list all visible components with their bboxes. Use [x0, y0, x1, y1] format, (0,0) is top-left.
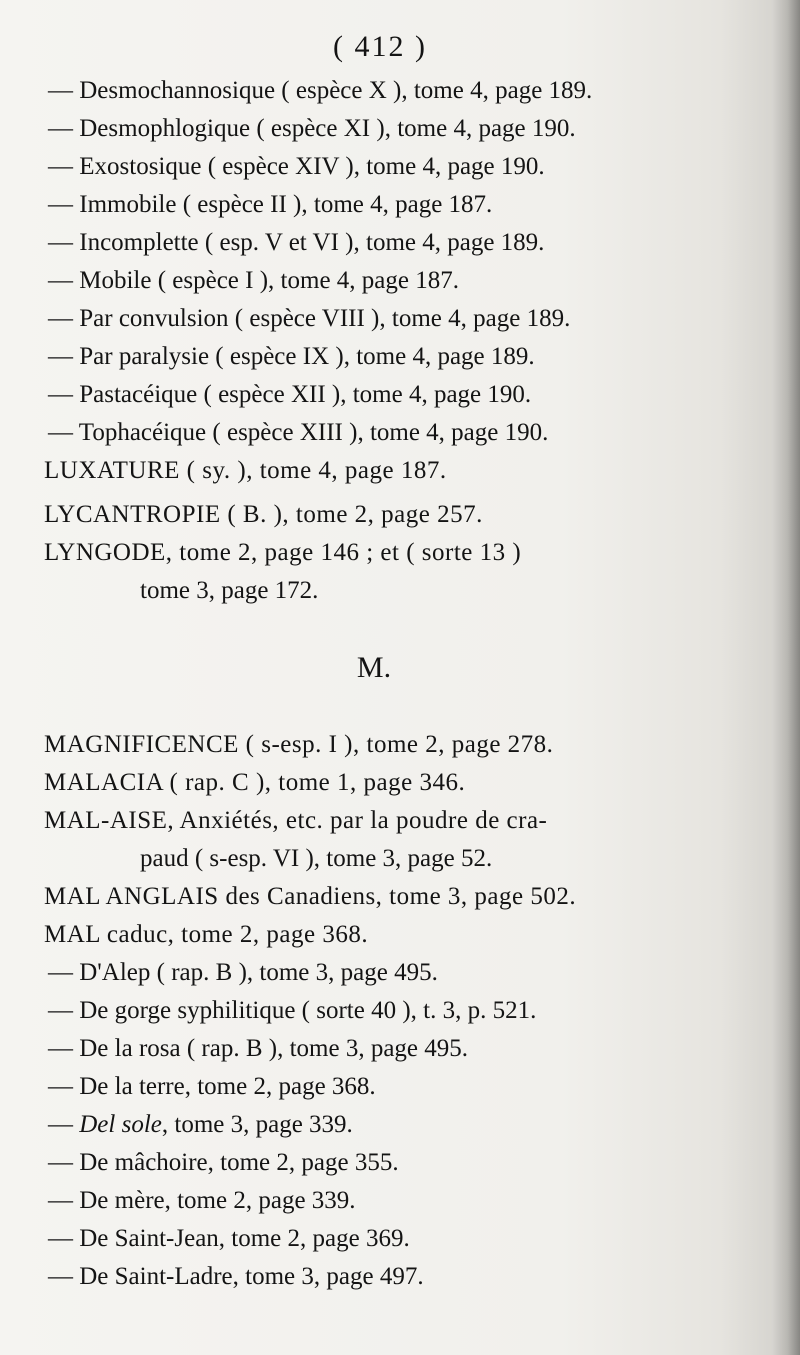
index-entry: — Incomplette ( esp. V et VI ), tome 4, page 189.: [48, 229, 545, 256]
index-entry: — Pastacéique ( espèce XII ), tome 4, page 190.: [48, 381, 532, 408]
index-entry: — De Saint-Ladre, tome 3, page 497.: [48, 1263, 424, 1290]
index-entry: — D'Alep ( rap. B ), tome 3, page 495.: [48, 959, 438, 986]
index-entry: — De mère, tome 2, page 339.: [48, 1187, 356, 1214]
index-entries: [44, 72, 734, 1296]
index-entry: — De mâchoire, tome 2, page 355.: [48, 1149, 399, 1176]
index-entry: — De la terre, tome 2, page 368.: [48, 1073, 376, 1100]
index-entry-headword: MAL-AISE, Anxiétés, etc. par la poudre de cra-: [44, 807, 548, 834]
index-entry-italic-term: Del sole: [79, 1111, 162, 1138]
index-entry-headword: MAL ANGLAIS des Canadiens, tome 3, page 502.: [44, 883, 577, 910]
index-entry: — Immobile ( espèce II ), tome 4, page 187.: [48, 191, 493, 218]
index-entry-headword: MALACIA ( rap. C ), tome 1, page 346.: [44, 769, 466, 796]
index-entry: — Mobile ( espèce I ), tome 4, page 187.: [48, 267, 459, 294]
index-entry-reference: , tome 3, page 339.: [161, 1111, 353, 1138]
index-entry: — Del sole, tome 3, page 339.: [48, 1111, 353, 1138]
index-entry-headword: MAGNIFICENCE ( s-esp. I ), tome 2, page 278.: [44, 731, 554, 758]
index-entry: — De Saint-Jean, tome 2, page 369.: [48, 1225, 410, 1252]
index-entry: — Exostosique ( espèce XIV ), tome 4, page 190.: [48, 153, 545, 180]
page-edge-shadow: [772, 0, 800, 1355]
index-entry: — Desmophlogique ( espèce XI ), tome 4, page 190.: [48, 115, 576, 142]
index-entry-continuation: tome 3, page 172.: [140, 577, 319, 604]
index-entry-headword: LYNGODE, tome 2, page 146 ; et ( sorte 13 ): [44, 539, 522, 566]
index-entry: — Par convulsion ( espèce VIII ), tome 4, page 189.: [48, 305, 571, 332]
index-entry-continuation: paud ( s-esp. VI ), tome 3, page 52.: [140, 845, 493, 872]
index-entry: — Par paralysie ( espèce IX ), tome 4, page 189.: [48, 343, 535, 370]
index-entry: — Desmochannosique ( espèce X ), tome 4, page 189.: [48, 77, 593, 104]
index-entry: — Tophacéique ( espèce XIII ), tome 4, page 190.: [48, 419, 549, 446]
section-letter: M.: [356, 651, 392, 684]
index-entry-headword: MAL caduc, tome 2, page 368.: [44, 921, 369, 948]
index-entry-headword: LYCANTROPIE ( B. ), tome 2, page 257.: [44, 501, 483, 528]
index-entry-headword: LUXATURE ( sy. ), tome 4, page 187.: [44, 457, 447, 484]
page-number: ( 412 ): [333, 30, 427, 63]
index-entry: — De gorge syphilitique ( sorte 40 ), t. 3, p. 521.: [48, 997, 537, 1024]
index-entry: — De la rosa ( rap. B ), tome 3, page 495.: [48, 1035, 469, 1062]
